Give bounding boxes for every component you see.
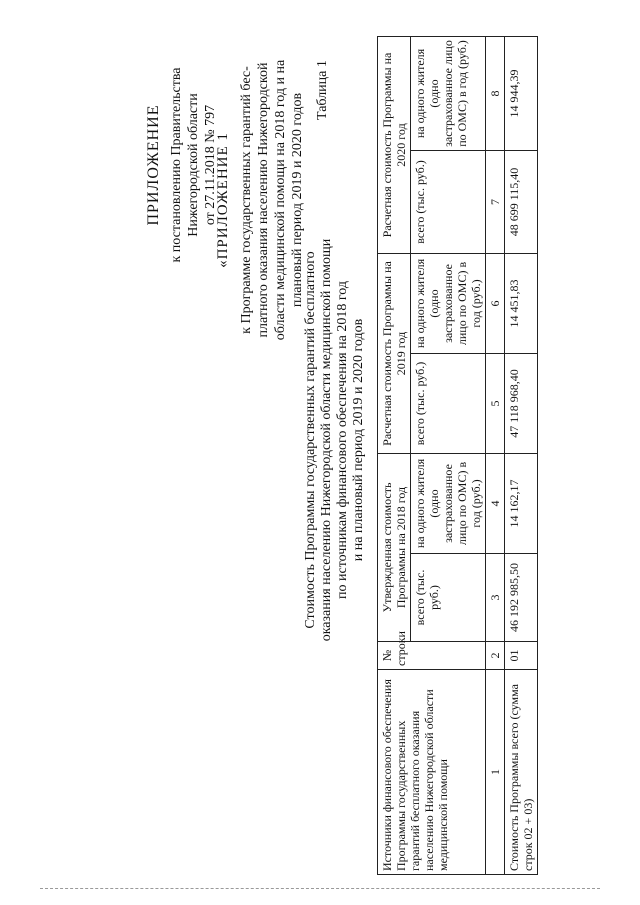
- header-source: Источники финансового обеспечения Программы государственных гарантий бесплатного оказания населению Нижегородской области медицинской помощи: [378, 670, 486, 875]
- appendix-title: ПРИЛОЖЕНИЕ: [145, 104, 162, 226]
- header-2020: Расчетная стоимость Программы на 2020 год: [378, 36, 411, 253]
- col-number: 8: [486, 36, 505, 150]
- header-row-1: [378, 36, 411, 874]
- annex-line-3: области медицинской помощи на 2018 год и на: [273, 59, 288, 341]
- cell-total-2018: 46 192 985,50: [505, 554, 538, 642]
- col-number: 6: [486, 253, 505, 353]
- annex-title: «ПРИЛОЖЕНИЕ 1: [215, 132, 231, 268]
- appendix-line-2: Нижегородской области: [186, 93, 201, 237]
- subheader-per-capita-2018: на одного жителя (одно застрахованное лицо по ОМС) в год (руб.): [411, 453, 486, 553]
- table-label: Таблица 1: [315, 60, 330, 120]
- table-title: [303, 230, 367, 650]
- col-number: 3: [486, 554, 505, 642]
- subheader-total-2018: всего (тыс. руб.): [411, 554, 486, 642]
- cell-per-capita-2019: 14 451,83: [505, 253, 538, 353]
- cost-table: [377, 36, 538, 875]
- subheader-total-2019: всего (тыс. руб.): [411, 353, 486, 453]
- cell-total-2020: 48 699 115,40: [505, 150, 538, 253]
- cell-per-capita-2020: 14 944,39: [505, 36, 538, 150]
- header-row-number: № строки: [378, 642, 486, 670]
- column-number-row: [486, 36, 505, 874]
- scan-edge-line: [40, 888, 600, 890]
- appendix-line-1: к постановлению Правительства: [169, 67, 184, 263]
- appendix-line-3: от 27.11.2018 № 797: [203, 104, 218, 226]
- annex-block: [215, 40, 306, 360]
- header-2019: Расчетная стоимость Программы на 2019 год: [378, 253, 411, 453]
- table-row: [505, 36, 538, 874]
- cell-total-2019: 47 118 968,40: [505, 353, 538, 453]
- cell-per-capita-2018: 14 162,17: [505, 453, 538, 553]
- annex-line-1: к Программе государственных гарантий бес-: [239, 66, 254, 334]
- table-title-line-4: и на плановый период 2019 и 2020 годов: [351, 318, 366, 562]
- col-number: 1: [486, 670, 505, 875]
- annex-line-2: платного оказания населению Нижегородской: [256, 62, 271, 338]
- col-number: 5: [486, 353, 505, 453]
- appendix-block: [145, 40, 219, 290]
- row-number: 01: [505, 642, 538, 670]
- col-number: 4: [486, 453, 505, 553]
- table-title-line-3: по источникам финансового обеспечения на 2018 год: [335, 281, 350, 599]
- subheader-total-2020: всего (тыс. руб.): [411, 150, 486, 253]
- col-number: 2: [486, 642, 505, 670]
- header-2018: Утвержденная стоимость Программы на 2018 год: [378, 453, 411, 641]
- rotated-content: [25, 20, 615, 880]
- col-number: 7: [486, 150, 505, 253]
- annex-line-4: плановый период 2019 и 2020 годов: [290, 92, 305, 308]
- subheader-per-capita-2019: на одного жителя (одно застрахованное лицо по ОМС) в год (руб.): [411, 253, 486, 353]
- row-name: Стоимость Программы всего (сумма строк 02 + 03): [505, 670, 538, 875]
- table-title-line-2: оказания населению Нижегородской области медицинской помощи: [319, 238, 334, 642]
- subheader-per-capita-2020: на одного жителя (одно застрахованное лицо по ОМС) в год (руб.): [411, 36, 486, 150]
- table-title-line-1: Стоимость Программы государственных гарантий бесплатного: [303, 251, 318, 629]
